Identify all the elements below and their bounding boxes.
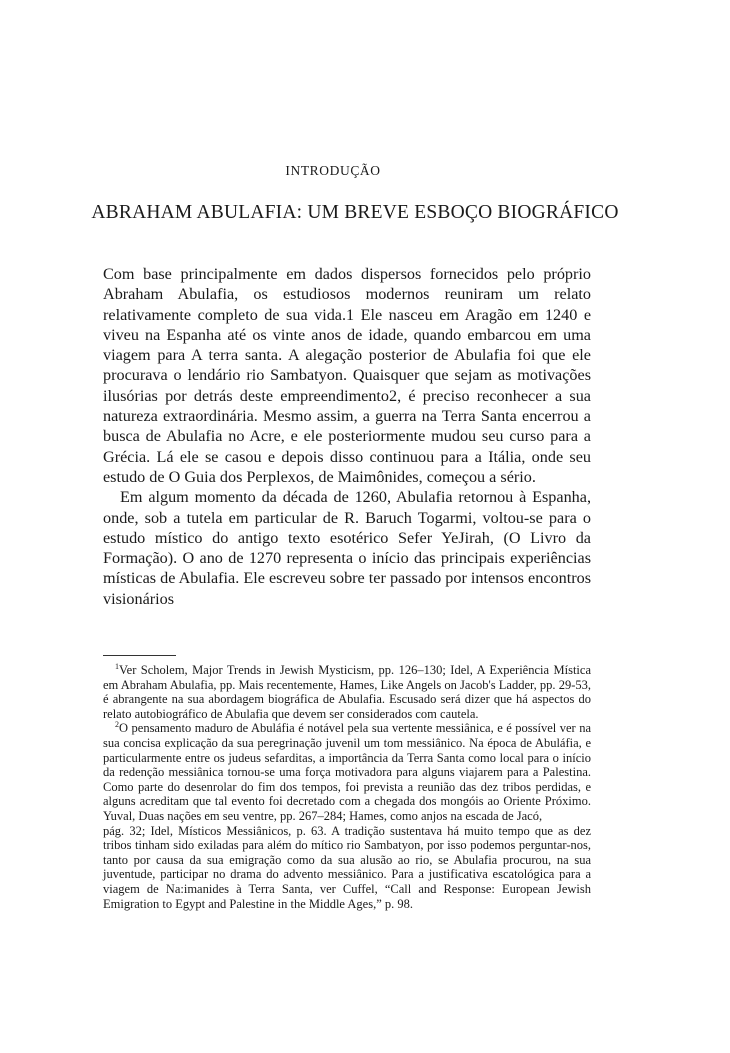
footnote-text: pág. 32; Idel, Místicos Messiânicos, p. 63. A tradição sustentava há muito tempo que as dez tribos tinham sido exiladas para além do mítico rio Sambatyon, por isso podemos perguntar-nos, tanto por causa da sua emigração como da sua alusão ao rio, se Abulafia procurou, na sua juventude, participar no drama do advento messiânico. Para a justificativa escatológica para a viagem de Na:imanides à Terra Santa, ver Cuffel, “Call and Response: European Jewish Emigration to Egypt and Palestine in the Middle Ages,” p. 98. [103,823,591,911]
chapter-title: ABRAHAM ABULAFIA: UM BREVE ESBOÇO BIOGRÁFICO [91,202,619,223]
footnote-text: Ver Scholem, Major Trends in Jewish Mysticism, pp. 126–130; Idel, A Experiência Mística em Abraham Abulafia, pp. Mais recentemente, Hames, Like Angels on Jacob's Ladder, pp. 29-53, é abrangente na sua abordagem biográfica de Abulafia. Escusado será dizer que há aspectos do relato autobiográfico de Abulafia que devem ser considerados com cautela. [103,663,591,721]
footnote-text: O pensamento maduro de Abuláfia é notável pela sua vertente messiânica, e é possível ver na sua concisa explicação da sua peregrinação juvenil um tom messiânico. Na época de Abuláfia, e particularmente entre os judeus sefarditas, a importância da Terra Santa como local para o início da redenção messiânica tornou-se uma força motivadora para alguns viajarem para a Palestina. Como parte do desenrolar do fim dos tempos, foi prevista a reunião das dez tribos perdidas, e alguns acreditam que tal evento foi decretado com a chegada dos mongóis ao Oriente Próximo. Yuval, Duas nações em seu ventre, pp. 267–284; Hames, como anjos na escada de Jacó, [103,721,591,823]
footnote-1 [103,663,591,721]
footnote-separator [103,655,176,656]
footnote-marker: 2 [115,720,119,730]
footnote-2 [103,721,591,823]
body-text [103,264,591,609]
footnote-2-continued [103,824,591,912]
chapter-label: INTRODUÇÃO [285,163,381,178]
body-paragraph: Com base principalmente em dados dispersos fornecidos pelo próprio Abraham Abulafia, os estudiosos modernos reuniram um relato relativamente completo de sua vida.1 Ele nasceu em Aragão em 1240 e viveu na Espanha até os vinte anos de idade, quando embarcou em uma viagem para A terra santa. A alegação posterior de Abulafia foi que ele procurava o lendário rio Sambatyon. Quaisquer que sejam as motivações ilusórias por detrás deste empreendimento2, é preciso reconhecer a sua natureza extraordinária. Mesmo assim, a guerra na Terra Santa encerrou a busca de Abulafia no Acre, e ele posteriormente mudou seu curso para a Grécia. Lá ele se casou e depois disso continuou para a Itália, onde seu estudo de O Guia dos Perplexos, de Maimônides, começou a sério. [103,265,591,486]
footnote-marker: 1 [115,661,119,671]
body-paragraph: Em algum momento da década de 1260, Abulafia retornou à Espanha, onde, sob a tutela em particular de R. Baruch Togarmi, voltou-se para o estudo místico do antigo texto esotérico Sefer YeJirah, (O Livro da Formação). O ano de 1270 representa o início das principais experiências místicas de Abulafia. Ele escreveu sobre ter passado por intensos encontros visionários [103,488,591,608]
footnotes [103,663,591,911]
